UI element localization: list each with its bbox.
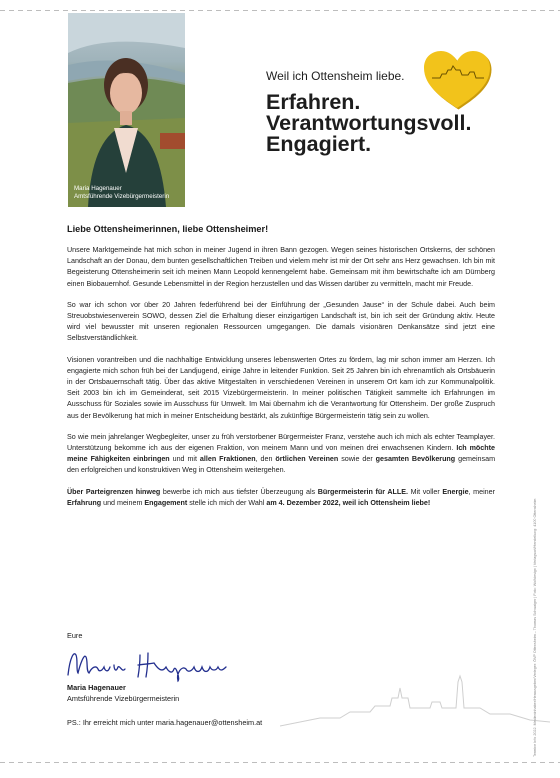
paragraph-1: Unsere Marktgemeinde hat mich schon in meiner Jugend in ihren Bann gezogen. Wegen seines historischen Ortskerns, der schönen Landschaft an der Donau, dem bunten gesellschaftlichen Treiben und vielem mehr ist mir der Ort sehr ans Herz gewachsen. Ich bin mit Begeisterung Ottensheimerin seit ich meinen Mann Leopold kennengelernt habe. Gemeinsam mit ihm bewirtschafte ich am Dürnberg einen Biobauernhof. Gesunde Lebensmittel in der Region herzustellen und das Wissen darüber zu vermitteln, macht mir Freude. (67, 246, 495, 288)
paragraph-2: So war ich schon vor über 20 Jahren federführend bei der Einführung der „Gesunden Jause“ in der Schule dabei. Auch beim Streuobstwiesenverein SOWO, dessen Ziel die Erhaltung dieser einzigartigen Landschaft ist, bin ich seit der Gründung aktiv. Heute wird viel bewusster mit unseren regionalen Ressourcen umgegangen. Die damals visionären Denkansätze sind jetzt eine Selbstverständlichkeit. (67, 300, 495, 343)
portrait-photo (68, 13, 185, 207)
p4-text-e: , den (255, 455, 276, 464)
paragraph-4 (67, 432, 495, 477)
p5-bold-k: am 4. Dezember 2022, weil ich Ottensheim liebe! (266, 498, 431, 507)
p5-text-f: , meiner (468, 487, 495, 496)
p5-bold-i: Engagement (144, 498, 188, 507)
p4-bold-b: Ich möchte meine Fähigkeiten einbringen (67, 444, 495, 464)
portrait-caption (74, 185, 169, 201)
letter-greeting: Liebe Ottensheimerinnen, liebe Ottensheimer! (67, 224, 269, 234)
headline-line-2: Verantwortungsvoll. (266, 111, 472, 135)
p4-text-i: gemeinsam den erfolgreichen und konstruktiven Weg in Ottensheim weitergehen. (67, 455, 496, 475)
p5-bold-c: Bürgermeisterin für ALLE. (317, 487, 408, 496)
headline-line-3: Engagiert. (266, 132, 372, 156)
postscript: PS.: Ihr erreicht mich unter maria.hagenauer@ottensheim.at (67, 718, 263, 727)
caption-role: Amtsführende Vizebürgermeisterin (74, 193, 170, 200)
portrait-illustration (68, 13, 185, 207)
p4-text-a: So wie mein jahrelanger Wegbegleiter, unser zu früh verstorbener Bürgermeister Franz, verstehe auch ich mich als echter Teamplayer. Unterstützung bekomme ich aus der eigenen Fraktion, von meinem Mann und von meinen drei erwachsenen Kindern. (67, 432, 495, 453)
slogan: Weil ich Ottensheim liebe. (266, 69, 405, 83)
p5-bold-a: Über Parteigrenzen hinweg (67, 487, 161, 496)
closing: Eure (67, 631, 83, 640)
p5-text-h: und meinem (101, 498, 145, 507)
p4-bold-d: allen Fraktionen (199, 455, 256, 464)
p4-text-g: sowie der (338, 455, 376, 464)
paragraph-5 (67, 487, 495, 509)
signer-name: Maria Hagenauer (67, 683, 126, 692)
p5-bold-e: Energie (442, 487, 469, 496)
headline (266, 92, 471, 155)
letter-body (67, 245, 495, 519)
p5-text-b: bewerbe ich mich aus tiefster Überzeugung als (160, 487, 318, 496)
top-fold-line (0, 10, 560, 11)
p4-bold-h: gesamten Bevölkerung (375, 455, 456, 464)
p4-bold-f: örtlichen Vereinen (275, 455, 339, 464)
town-skyline-drawing (280, 668, 550, 733)
signer-role: Amtsführende Vizebürgermeisterin (67, 693, 180, 703)
signer-block (67, 683, 179, 704)
bottom-fold-line (0, 762, 560, 763)
p5-text-d: Mit voller (407, 487, 443, 496)
headline-line-1: Erfahren. (266, 90, 361, 114)
imprint-text: Termine Info 2022. Medieninhaber/Herausgeber/Verleger: ÖVP Ottensheim – Thomas Schwaiger | Foto: Wolfdesign | Verlagsort/Herstellung: 4100 Ottensheim (533, 498, 537, 757)
caption-name: Maria Hagenauer (74, 185, 122, 192)
p5-bold-g: Erfahrung (67, 498, 102, 507)
p5-text-j: stelle ich mich der Wahl (187, 498, 267, 507)
p4-text-c: und mit (169, 455, 200, 464)
paragraph-3: Visionen vorantreiben und die nachhaltige Entwicklung unseres lebenswerten Ortes zu fördern, lag mir schon immer am Herzen. Ich engagierte mich schon früh bei der Landjugend, einige Jahre in leitender Funktion. Seit 25 Jahren bin ich ehrenamtlich als Ortsbäuerin in der Ortsbauernschaft tätig. Über das aktive Mitgestalten in verschiedenen Vereinen in unserem Ort kam ich zur Kommunalpolitik. Seit 2003 bin ich im Gemeinderat, seit 2015 Vizebürgermeisterin. In meiner politischen Tätigkeit sammelte ich Erfahrungen im Ausschuss für Soziales sowie im Ausschuss für Umwelt. Im Mai übernahm ich die Verantwortung für Ottensheim. Der große Zuspruch aus der Bevölkerung hat mich in meiner Entscheidung bestärkt, als zukünftige Bürgermeisterin tätig sein zu wollen. (67, 355, 495, 420)
